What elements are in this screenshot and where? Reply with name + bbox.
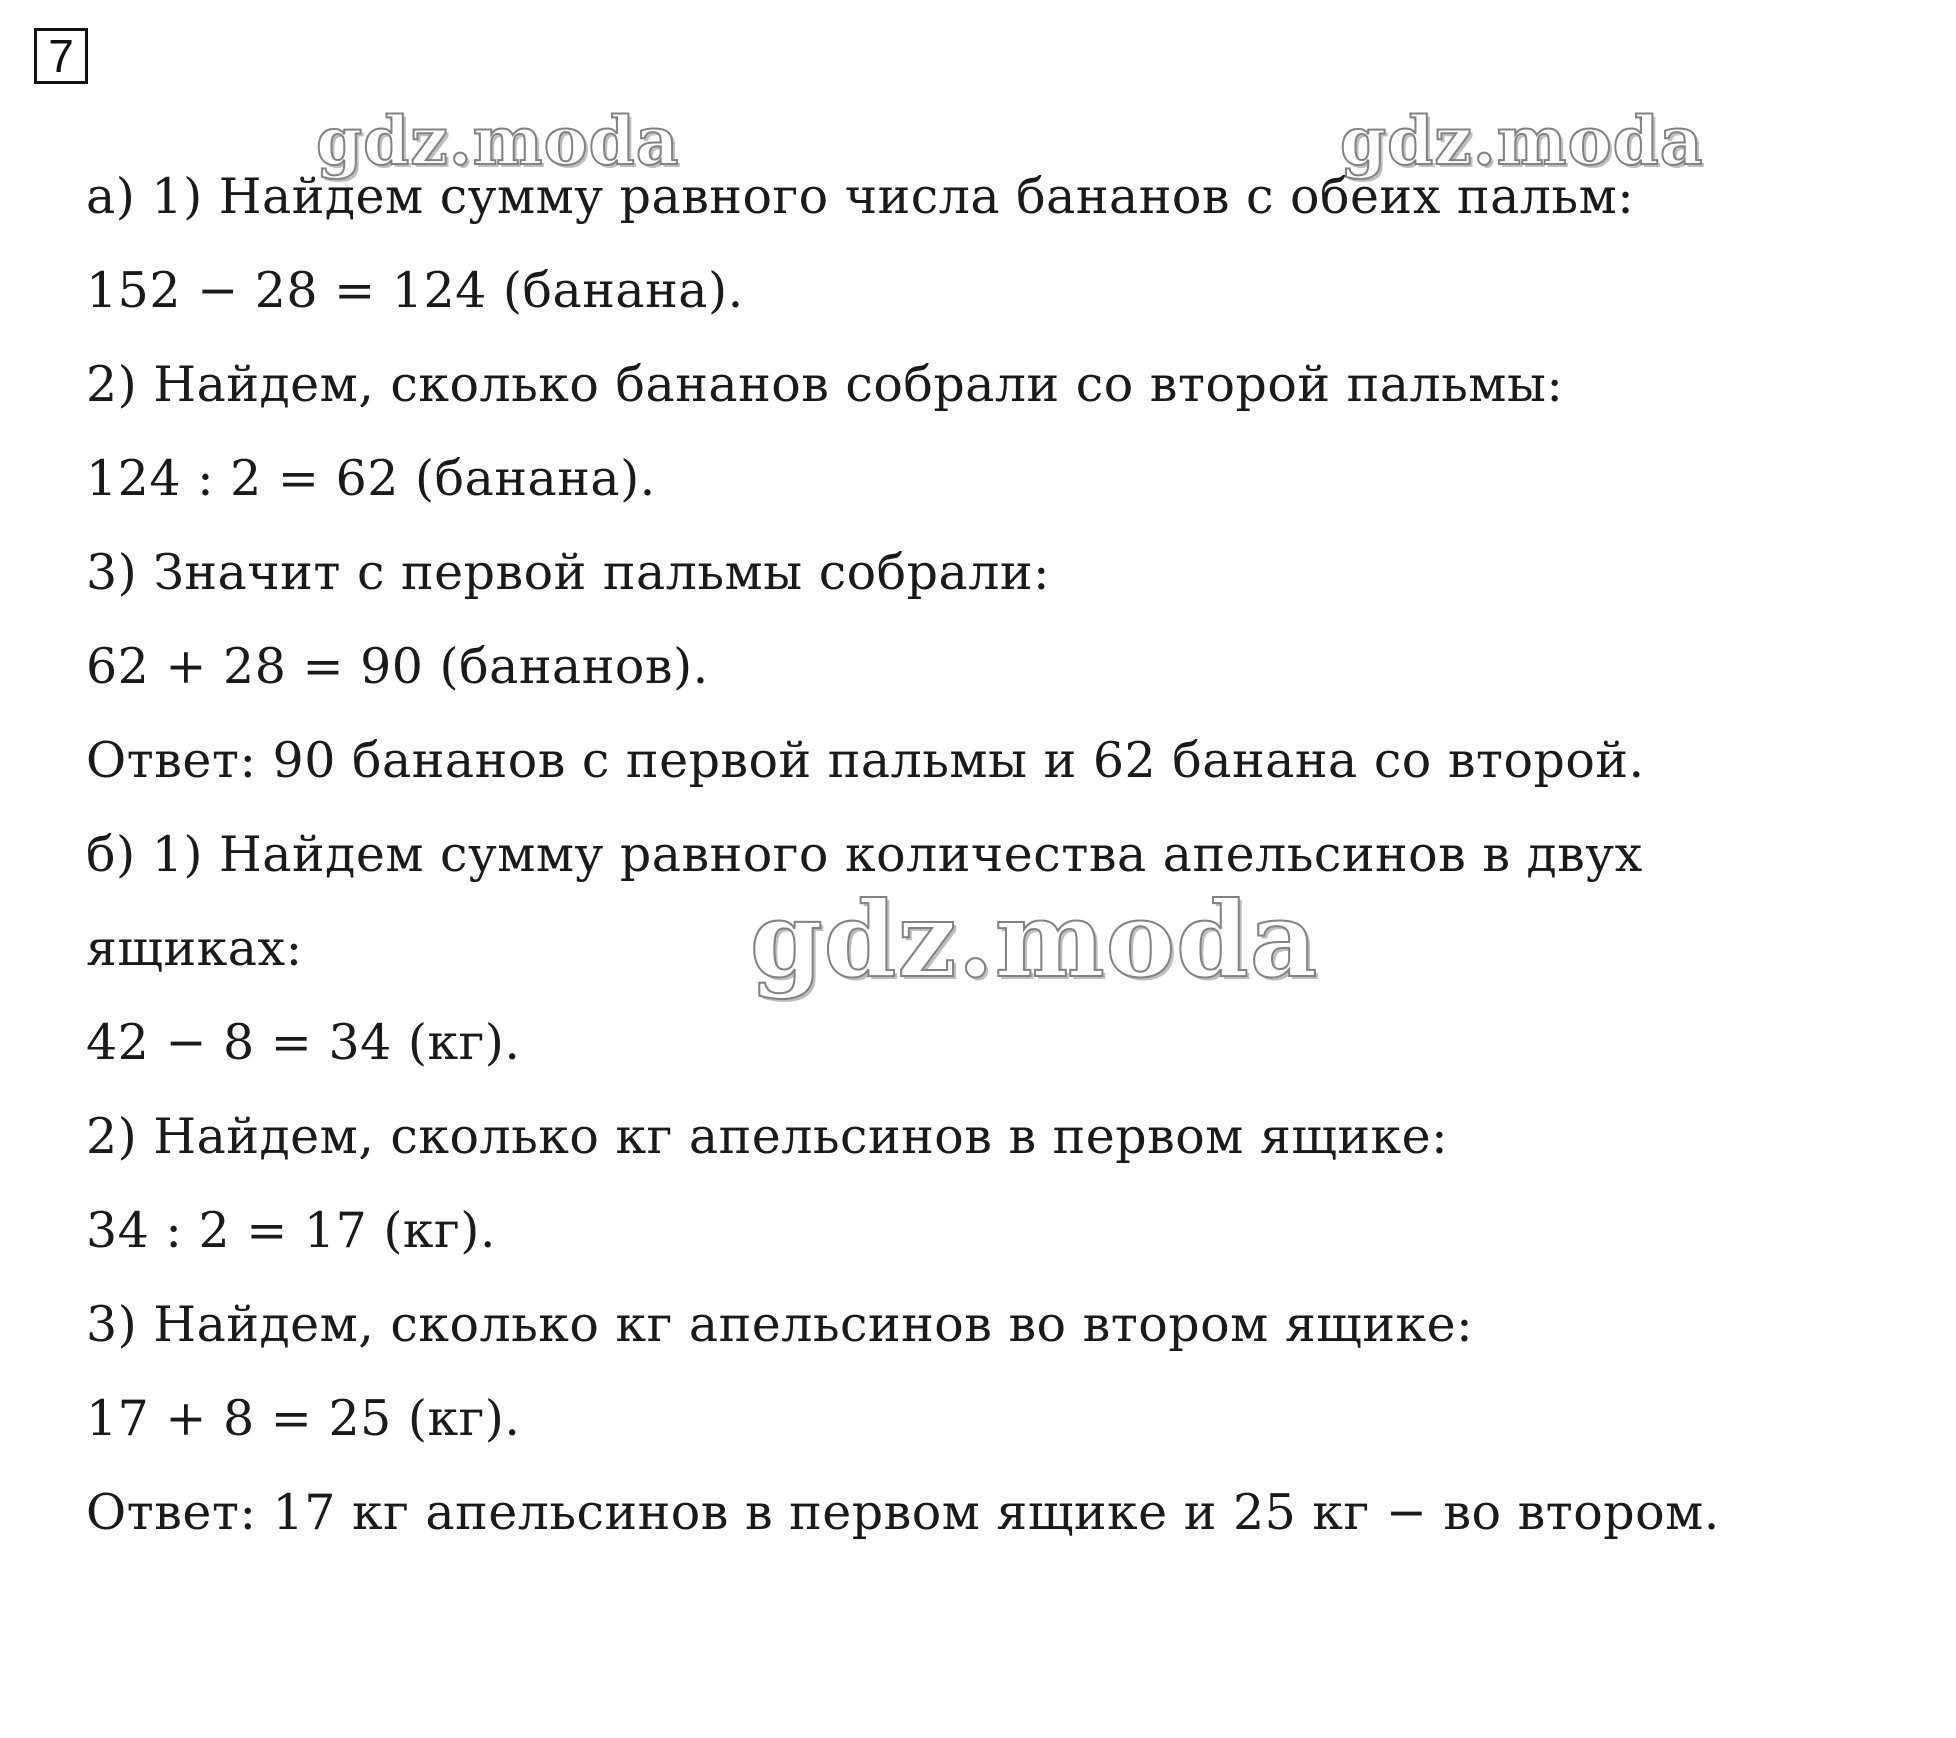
watermark-top-right: gdz.moda — [1340, 102, 1704, 180]
solution-line-b3: 3) Найдем, сколько кг апельсинов во втором ящике: — [86, 1296, 1474, 1353]
watermark-center: gdz.moda — [750, 878, 1319, 1001]
solution-line-b1-cont: ящиках: — [86, 920, 303, 977]
solution-line-a1-calc: 152 − 28 = 124 (банана). — [86, 262, 744, 319]
solution-line-a2: 2) Найдем, сколько бананов собрали со второй пальмы: — [86, 356, 1564, 413]
solution-line-b1: б) 1) Найдем сумму равного количества апельсинов в двух — [86, 826, 1643, 883]
watermark-top-left: gdz.moda — [316, 102, 680, 180]
answer-b: Ответ: 17 кг апельсинов в первом ящике и 25 кг − во втором. — [86, 1484, 1720, 1541]
solution-line-a1: а) 1) Найдем сумму равного числа бананов с обеих пальм: — [86, 168, 1635, 225]
solution-line-b2-calc: 34 : 2 = 17 (кг). — [86, 1202, 496, 1259]
solution-line-a2-calc: 124 : 2 = 62 (банана). — [86, 450, 656, 507]
solution-line-a3: 3) Значит с первой пальмы собрали: — [86, 544, 1051, 601]
answer-a: Ответ: 90 бананов с первой пальмы и 62 банана со второй. — [86, 732, 1645, 789]
solution-line-b1-calc: 42 − 8 = 34 (кг). — [86, 1014, 521, 1071]
solution-line-a3-calc: 62 + 28 = 90 (бананов). — [86, 638, 709, 695]
solution-line-b2: 2) Найдем, сколько кг апельсинов в первом ящике: — [86, 1108, 1449, 1165]
task-number-box: 7 — [34, 28, 88, 84]
solution-line-b3-calc: 17 + 8 = 25 (кг). — [86, 1390, 521, 1447]
solution-text — [86, 162, 1886, 1572]
